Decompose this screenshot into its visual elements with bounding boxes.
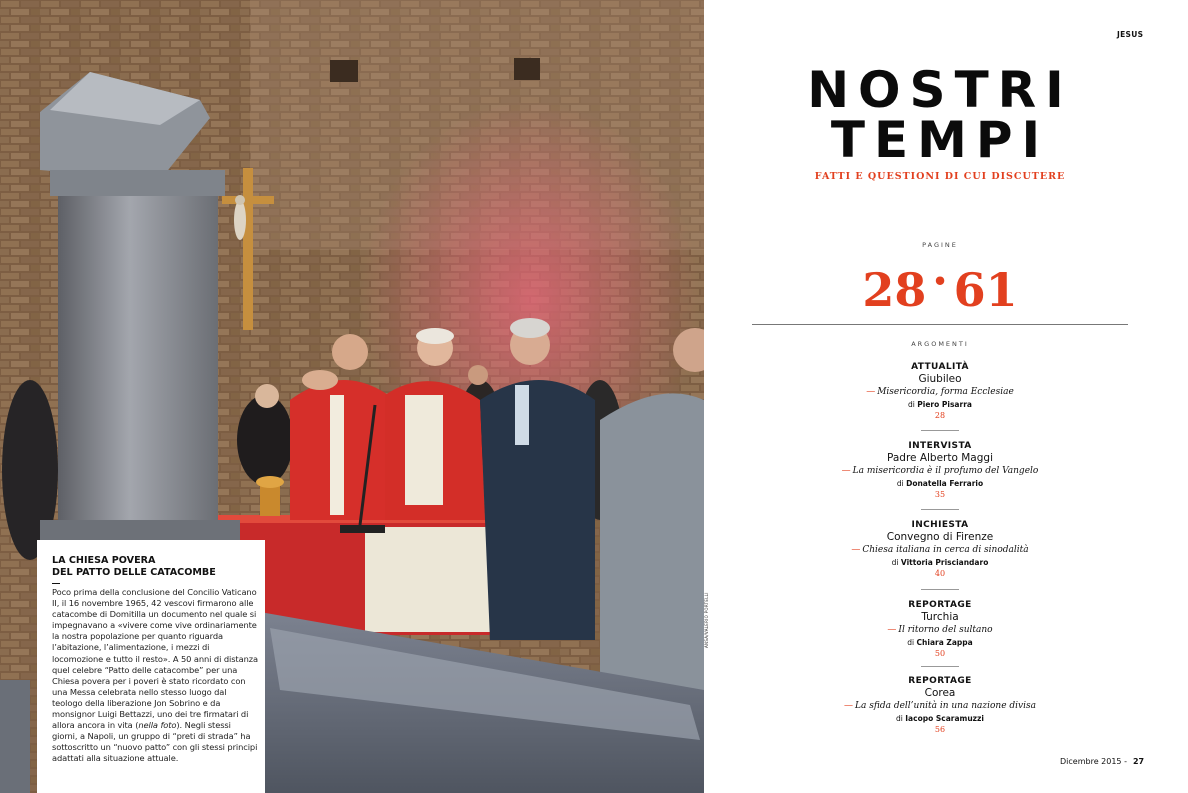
entry-byline — [752, 399, 1128, 410]
argument-entry — [752, 600, 1128, 659]
entry-separator — [921, 589, 959, 590]
entry-topic: Giubileo — [918, 373, 962, 385]
argument-entry — [752, 441, 1128, 500]
entry-byline — [752, 478, 1128, 489]
page-range — [752, 252, 1128, 320]
entry-article-title: La misericordia è il profumo del Vangelo — [852, 466, 1039, 476]
page-number: 27 — [1132, 757, 1145, 766]
caption-text — [52, 587, 258, 765]
entry-author: Piero Pisarra — [917, 400, 972, 409]
entry-category: INTERVISTA — [908, 441, 972, 451]
page-footer — [1060, 757, 1144, 766]
entry-article: — Chiesa italiana in cerca di sinodalità — [851, 545, 1029, 555]
entry-by-prefix: di — [891, 558, 899, 567]
entry-byline — [752, 637, 1128, 648]
entry-author: Chiara Zappa — [916, 638, 973, 647]
entry-author: Iacopo Scaramuzzi — [905, 714, 984, 723]
entry-article: — Misericordia, forma Ecclesiae — [866, 387, 1014, 397]
caption-title — [52, 555, 265, 579]
footer-issue: Dicembre 2015 — [1060, 757, 1122, 766]
entry-topic: Corea — [924, 687, 956, 699]
entry-author: Donatella Ferrario — [906, 479, 984, 488]
pages-label: PAGINE — [922, 241, 958, 249]
caption-dash — [52, 583, 60, 584]
entry-category: REPORTAGE — [908, 600, 972, 610]
argument-entry — [752, 362, 1128, 421]
photo-credit: ANSA/VALERIO PORTELLI — [704, 592, 709, 648]
entry-separator — [921, 666, 959, 667]
photo-caption — [37, 540, 265, 793]
entry-page: 50 — [934, 649, 946, 658]
entry-article-title: Misericordia, forma Ecclesiae — [877, 387, 1014, 397]
entry-article-title: Il ritorno del sultano — [898, 625, 993, 635]
footer-separator: - — [1124, 757, 1127, 766]
divider — [752, 324, 1128, 325]
entry-by-prefix: di — [907, 638, 915, 647]
section-subtitle: FATTI E QUESTIONI DI CUI DISCUTERE — [814, 171, 1066, 182]
caption-title-line1: LA CHIESA POVERA — [52, 555, 156, 566]
caption-text-part2: ). Negli stessi giorni, a Napoli, un gruppo di “preti di strada” ha sottoscritto un “nuovo patto” con gli stessi principi adattati alla situazione attuale. — [52, 720, 258, 764]
entry-page: 40 — [934, 569, 946, 578]
caption-title-line2: DEL PATTO DELLE CATACOMBE — [52, 567, 216, 578]
entry-page: 56 — [934, 725, 946, 734]
page-range-to: 61 — [953, 263, 1018, 317]
entry-article: — La misericordia è il profumo del Vangelo — [841, 466, 1039, 476]
section-title-line1: NOSTRI — [807, 61, 1073, 119]
entry-separator — [921, 430, 959, 431]
section-title-line2: TEMPI — [830, 111, 1050, 169]
magazine-brand: JESUS — [1117, 30, 1144, 39]
entry-article-title: La sfida dell’unità in una nazione divisa — [855, 701, 1036, 711]
entry-page: 28 — [934, 411, 946, 420]
entry-separator — [921, 509, 959, 510]
entry-topic: Turchia — [921, 611, 959, 623]
entry-byline — [752, 557, 1128, 568]
page-range-dot: • — [932, 267, 948, 296]
entry-category: INCHIESTA — [911, 520, 969, 530]
arguments-label: ARGOMENTI — [911, 340, 969, 348]
argument-entry — [752, 520, 1128, 579]
entry-article: — Il ritorno del sultano — [887, 625, 993, 635]
entry-article: — La sfida dell’unità in una nazione divisa — [844, 701, 1036, 711]
entry-category: ATTUALITÀ — [911, 362, 969, 372]
entry-page: 35 — [934, 490, 946, 499]
entry-category: REPORTAGE — [908, 676, 972, 686]
entry-article-title: Chiesa italiana in cerca di sinodalità — [862, 545, 1029, 555]
entry-by-prefix: di — [908, 400, 915, 409]
entry-topic: Convegno di Firenze — [886, 531, 994, 543]
argument-entry — [752, 676, 1128, 735]
entry-byline — [752, 713, 1128, 724]
page-range-from: 28 — [862, 263, 927, 317]
caption-text-part1: Poco prima della conclusione del Concilio Vaticano II, il 16 novembre 1965, 42 vescovi firmarono alle catacombe di Domitilla un documento nel quale si impegnavano a «vivere come vive ordinariamente la nostra popolazione per quanto riguarda l’abitazione, l’alimentazione, i mezzi di locomozione e tutto il resto». A 50 anni di distanza quel celebre “Patto delle catacombe” per una Chiesa povera per i poveri è stato ricordato con una Messa celebrata nello stesso luogo dal teologo della liberazione Jon Sobrino e da monsignor Luigi Bettazzi, uno dei tre firmatari di allora ancora in vita ( — [52, 587, 258, 731]
entry-by-prefix: di — [896, 714, 903, 723]
entry-topic: Padre Alberto Maggi — [886, 452, 993, 464]
entry-by-prefix: di — [896, 479, 904, 488]
entry-author: Vittoria Prisciandaro — [900, 558, 989, 567]
caption-text-italic: nella foto — [138, 720, 177, 731]
